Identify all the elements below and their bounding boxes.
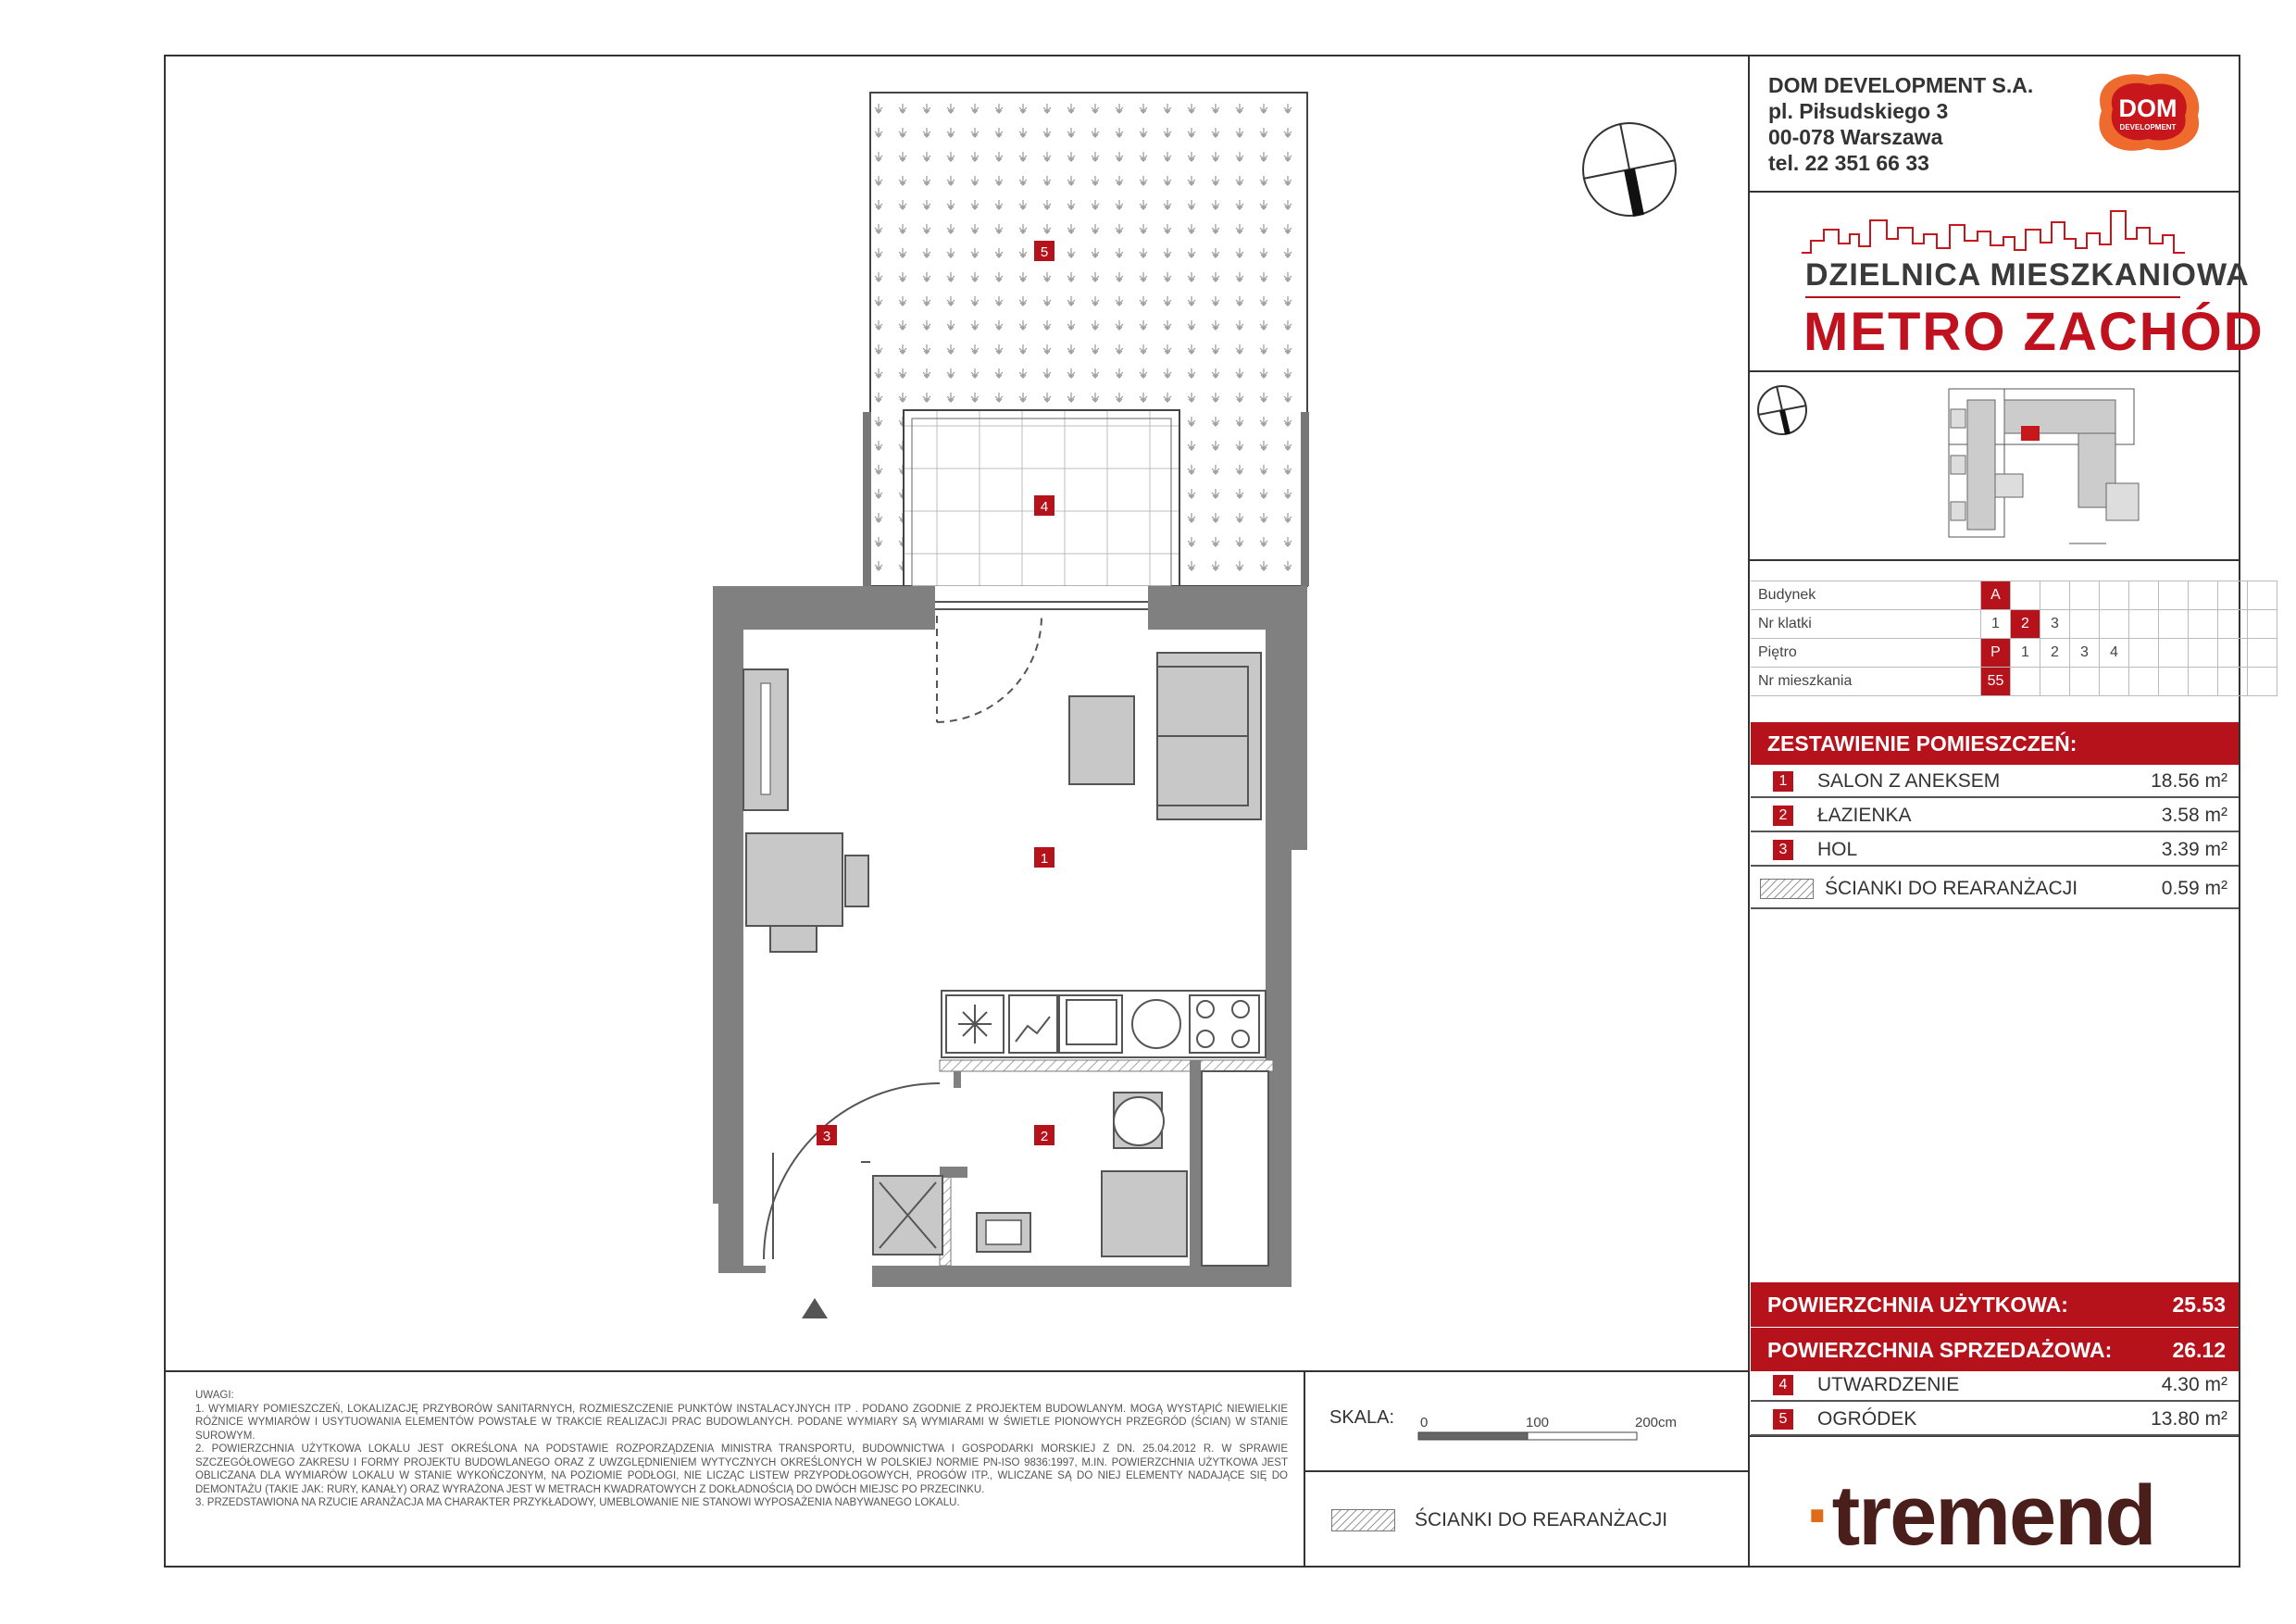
- company-name: DOM DEVELOPMENT S.A.: [1768, 73, 2034, 97]
- location-cell: 2: [2040, 639, 2070, 668]
- area-row: [1751, 799, 2239, 832]
- location-cell: [2159, 581, 2189, 610]
- location-cell: 55: [1981, 668, 2011, 696]
- area-row: [1751, 833, 2239, 867]
- location-cell: [2070, 668, 2100, 696]
- svg-text:2: 2: [1040, 1129, 1049, 1144]
- walls-area: 0.59 m²: [2161, 878, 2227, 899]
- location-cell: [2189, 610, 2218, 639]
- area-row-value: 3.39 m²: [2161, 839, 2227, 860]
- location-cell: [2070, 581, 2100, 610]
- usable-area-label: POWIERZCHNIA UŻYTKOWA:: [1767, 1293, 2068, 1317]
- usable-area-value: 25.53: [2172, 1293, 2226, 1317]
- legend-walls-label: ŚCIANKI DO REARANŻACJI: [1415, 1509, 1668, 1530]
- project-rule: [1805, 296, 2180, 298]
- location-cell: [2218, 668, 2248, 696]
- location-cell: [2248, 610, 2277, 639]
- scale-tick-100: 100: [1526, 1415, 1550, 1430]
- location-cell: [2040, 581, 2070, 610]
- area-row-name: ŁAZIENKA: [1817, 805, 1912, 826]
- scale-tick-0: 0: [1420, 1415, 1429, 1430]
- location-cell: [2189, 581, 2218, 610]
- company-address-city: 00-078 Warszawa: [1768, 125, 1943, 149]
- divider-project: [1748, 370, 2240, 372]
- room-tag-4: [1034, 495, 1054, 516]
- note-1: 1. WYMIARY POMIESZCZEŃ, LOKALIZACJĘ PRZYBORÓW SANITARNYCH, ROZMIESZCZENIE PUNKTÓW INSTALACYJNYCH ITP . PODANO ZGODNIE Z PROJEKTEM BUDOWLANYM. MOGĄ WYSTĄPIĆ NIEWIELKIE RÓŻNICE WYMIARÓW I USYTUOWANIA ELEMENTÓW POWSTAŁE W TRAKCIE REALIZACJI PRAC BUDOWLANYCH. PODANE WYMIARY SĄ WYMIARAMI W ŚWIETLE PIONOWYCH PRZEGRÓD (ŚCIAN) W STANIE SUROWYM.: [195, 1403, 1288, 1442]
- location-cell: [2129, 639, 2159, 668]
- location-cell: [2218, 581, 2248, 610]
- scale-label: SKALA:: [1329, 1407, 1395, 1428]
- scale-bar: [1416, 1414, 1694, 1451]
- area-row-value: 4.30 m²: [2161, 1374, 2227, 1395]
- dishwasher: [1009, 995, 1057, 1053]
- location-cell: [2248, 668, 2277, 696]
- location-cell: [2129, 581, 2159, 610]
- skyline-icon: [1802, 202, 2185, 257]
- area-row-number: 4: [1773, 1375, 1793, 1395]
- divider-scale-legend: [1304, 1470, 1748, 1472]
- garden-fence-right: [1301, 412, 1309, 586]
- company-address-street: pl. Piłsudskiego 3: [1768, 99, 1949, 123]
- area-row-number: 3: [1773, 840, 1793, 860]
- toilet-bowl: [1114, 1097, 1164, 1145]
- location-cell: [2100, 668, 2129, 696]
- oven: [1132, 1000, 1180, 1048]
- location-cell: [2159, 610, 2189, 639]
- walls-name: ŚCIANKI DO REARANŻACJI: [1825, 878, 2078, 899]
- location-cell: [2159, 639, 2189, 668]
- keyplan-building-map: [1940, 381, 2143, 548]
- location-cell: 2: [2011, 610, 2040, 639]
- area-row-number: 2: [1773, 806, 1793, 826]
- location-row-label: Nr mieszkania: [1751, 668, 1981, 696]
- location-cell: 4: [2100, 639, 2129, 668]
- room-tag-1: [1034, 847, 1054, 868]
- desk-chair: [845, 856, 868, 906]
- notes-title: UWAGI:: [195, 1390, 234, 1401]
- walls-hatch-swatch: [1760, 879, 1814, 899]
- area-row-value: 18.56 m²: [2151, 770, 2227, 792]
- divider-keyplan: [1748, 559, 2240, 561]
- location-row-label: Piętro: [1751, 639, 1981, 668]
- location-cell: [2248, 639, 2277, 668]
- project-line1: DZIELNICA MIESZKANIOWA: [1805, 257, 2250, 293]
- area-row: [1751, 765, 2239, 798]
- location-cell: [2218, 610, 2248, 639]
- location-cell: [2040, 668, 2070, 696]
- coffee-table: [1069, 696, 1134, 784]
- location-cell: [2218, 639, 2248, 668]
- area-row-value: 3.58 m²: [2161, 805, 2227, 826]
- company-info: [1768, 72, 2033, 176]
- svg-text:1: 1: [1040, 851, 1049, 867]
- divider-notes: [164, 1370, 1748, 1372]
- area-row-number: 1: [1773, 771, 1793, 792]
- company-phone: tel. 22 351 66 33: [1768, 151, 1929, 175]
- location-row: [1751, 610, 2277, 639]
- notes-block: [195, 1389, 1288, 1510]
- desk: [746, 833, 842, 926]
- divider-company: [1748, 191, 2240, 193]
- svg-text:3: 3: [822, 1129, 831, 1144]
- area-row-name: OGRÓDEK: [1817, 1408, 1917, 1430]
- sales-area-bar: [1751, 1327, 2239, 1371]
- location-cell: [2100, 581, 2129, 610]
- floor-plan: [685, 88, 1333, 1329]
- room-tag-5: [1034, 241, 1054, 261]
- logo-text-dom: DOM: [2118, 94, 2177, 122]
- area-row-name: HOL: [1817, 839, 1858, 860]
- keyplan-north-arrow-icon: [1754, 382, 1810, 438]
- location-cell: [2159, 668, 2189, 696]
- tremend-text: tremend: [1831, 1468, 2155, 1563]
- location-table: [1751, 581, 2277, 696]
- area-row-number: 5: [1773, 1409, 1793, 1430]
- rooms-header: ZESTAWIENIE POMIESZCZEŃ:: [1751, 722, 2239, 765]
- location-cell: [2011, 581, 2040, 610]
- area-row-value: 13.80 m²: [2151, 1408, 2227, 1430]
- rearrangeable-wall-top: [940, 1060, 1273, 1071]
- svg-text:4: 4: [1040, 499, 1049, 515]
- location-row: [1751, 668, 2277, 696]
- garden-fence-left: [863, 412, 871, 586]
- note-3: 3. PRZEDSTAWIONA NA RZUCIE ARANŻACJA MA CHARAKTER PRZYKŁADOWY, UMEBLOWANIE NIE STANOWI WYPOSAŻENIA NABYWANEGO LOKALU.: [195, 1497, 960, 1508]
- tremend-logo: ·tremend: [1805, 1468, 2155, 1563]
- location-cell: 1: [1981, 610, 2011, 639]
- svg-text:5: 5: [1040, 244, 1049, 260]
- sales-area-value: 26.12: [2172, 1338, 2226, 1362]
- north-arrow-icon: [1578, 119, 1680, 220]
- location-cell: [2189, 639, 2218, 668]
- divider-notes-scale: [1304, 1370, 1305, 1568]
- location-cell: P: [1981, 639, 2011, 668]
- location-cell: 3: [2040, 610, 2070, 639]
- usable-area-bar: [1751, 1282, 2239, 1327]
- location-cell: [2070, 610, 2100, 639]
- shower: [1102, 1171, 1187, 1256]
- installation-shaft: [1202, 1071, 1268, 1266]
- divider-right-panel: [1748, 55, 1750, 1568]
- logo-text-development: DEVELOPMENT: [2119, 123, 2177, 131]
- location-cell: [2189, 668, 2218, 696]
- location-cell: 3: [2070, 639, 2100, 668]
- location-cell: [2011, 668, 2040, 696]
- location-row-label: Nr klatki: [1751, 610, 1981, 639]
- dom-development-logo: [2083, 65, 2213, 157]
- scale-tick-200: 200cm: [1635, 1415, 1678, 1430]
- room-tag-3: [817, 1125, 837, 1145]
- area-row: [1751, 1403, 2239, 1436]
- entrance-arrow-icon: [802, 1298, 828, 1318]
- area-row-name: SALON Z ANEKSEM: [1817, 770, 2001, 792]
- area-row-name: UTWARDZENIE: [1817, 1374, 1960, 1395]
- location-cell: [2129, 668, 2159, 696]
- location-row-label: Budynek: [1751, 581, 1981, 610]
- sales-area-label: POWIERZCHNIA SPRZEDAŻOWA:: [1767, 1338, 2113, 1362]
- legend-hatch-swatch: [1331, 1509, 1395, 1531]
- location-cell: [2129, 610, 2159, 639]
- location-row: [1751, 581, 2277, 610]
- location-row: [1751, 639, 2277, 668]
- location-cell: [2100, 610, 2129, 639]
- room-row-walls: [1751, 870, 2239, 909]
- room-tag-2: [1034, 1125, 1054, 1145]
- note-2: 2. POWIERZCHNIA UŻYTKOWA LOKALU JEST OKREŚLONA NA PODSTAWIE ROZPORZĄDZENIA MINISTRA TRANSPORTU, BUDOWNICTWA I GOSPODARKI MORSKIEJ Z DN. 25.04.2012 R. W SPRAWIE SZCZEGÓŁOWEGO ZAKRESU I FORMY PROJEKTU BUDOWLANEGO ORAZ Z UWZGLĘDNIENIEM WYTYCZNYCH OKREŚLONYCH W POLSKIEJ NORMIE PN-ISO 9836:1997, M.IN. POWIERZCHNIA UŻYTKOWA JEST OBLICZANA DLA WYMIARÓW LOKALU W STANIE WYKOŃCZONYM, NA POZIOMIE PODŁOGI, NIE LICZĄC LISTEW PRZYPODŁOGOWYCH, PROGÓW ITP., WLICZANE SĄ DO NIEJ ELEMENTY NADAJĄCE SIĘ DO DEMONTAŻU (TAKIE JAK: RURY, KANAŁY) ORAZ WYRAŻONA JEST W METRACH KWADRATOWYCH Z DOKŁADNOŚCIĄ DO DWÓCH MIEJSC PO PRZECINKU.: [195, 1443, 1288, 1495]
- location-cell: 1: [2011, 639, 2040, 668]
- location-cell: A: [1981, 581, 2011, 610]
- area-row: [1751, 1368, 2239, 1402]
- project-line2: METRO ZACHÓD: [1803, 302, 2265, 362]
- location-cell: [2248, 581, 2277, 610]
